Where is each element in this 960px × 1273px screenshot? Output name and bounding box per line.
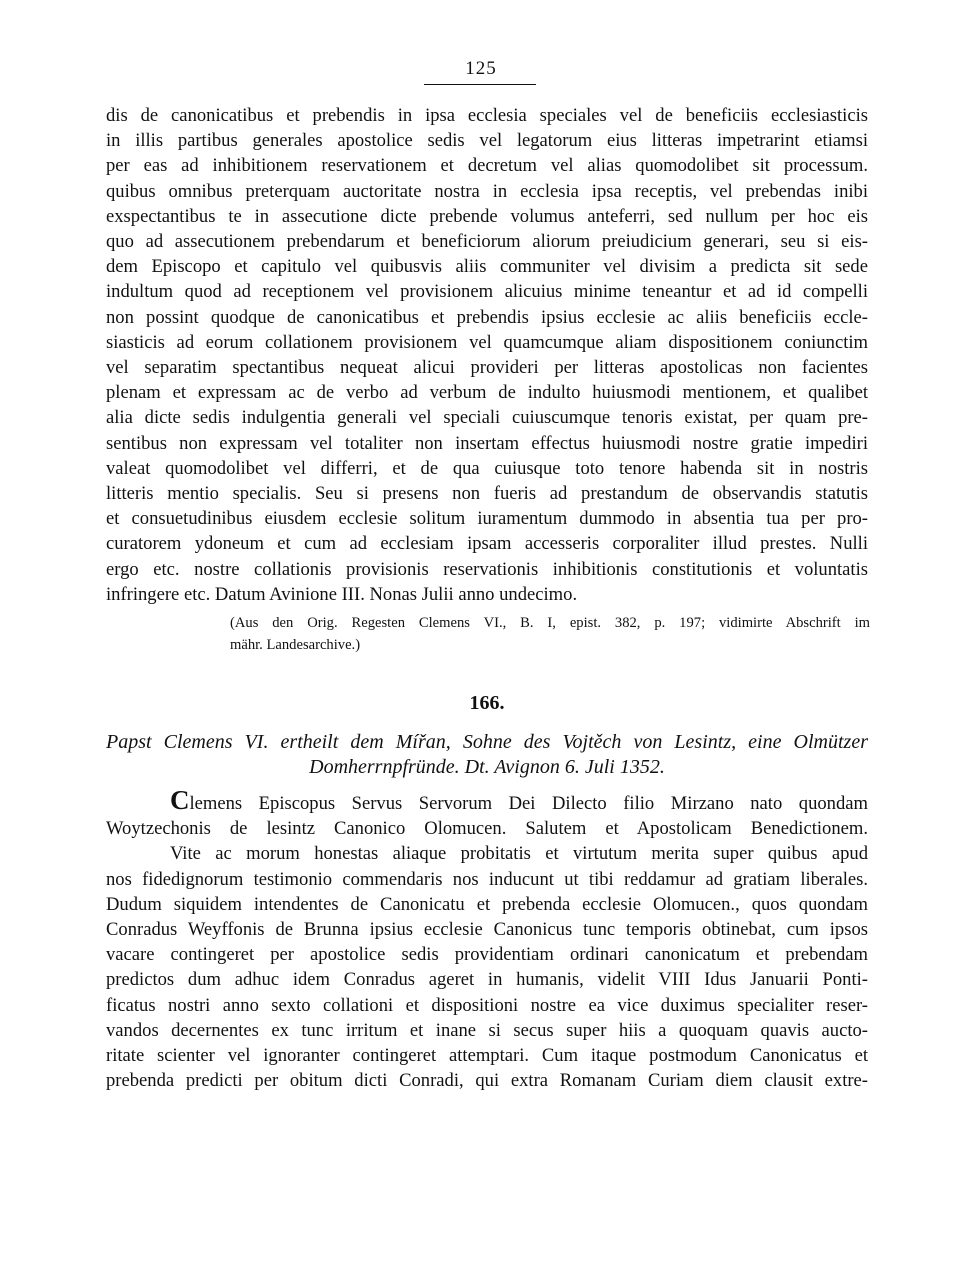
text-line: Vite ac morum honestas aliaque probitatis et virtutum merita super quibus apud bbox=[170, 843, 868, 865]
text-line: per eas ad inhibitionem reservationem et decretum vel alias quomodolibet sit processum. bbox=[106, 155, 868, 177]
text-line: infringere etc. Datum Avinione III. Nonas Julii anno undecimo. bbox=[106, 583, 578, 605]
text-line: vandos decernentes ex tunc irritum et inane si secus super hiis a quoquam quavis aucto- bbox=[106, 1019, 868, 1041]
charter-opening-line: Woytzechonis de lesintz Canonico Olomucen. Salutem et Apostolicam Benedictionem. bbox=[106, 818, 868, 840]
title-line: Domherrnpfründe. Dt. Avignon 6. Juli 1352. bbox=[309, 756, 665, 778]
text-line: et consuetudinibus eiusdem ecclesie solitum iuramentum dummodo in absentia tua per pro- bbox=[106, 508, 868, 530]
text-line: quo ad assecutionem prebendarum et beneficiorum aliorum preiudicium generari, seu si eis- bbox=[106, 231, 868, 253]
text-line: Dudum siquidem intendentes de Canonicatu et prebenda ecclesie Olomucen., quos quondam bbox=[106, 893, 868, 915]
drop-cap: C bbox=[170, 785, 190, 815]
page-number-rule bbox=[424, 84, 536, 85]
text-line: plenam et expressam ac de verbo ad verbum de indulto huiusmodi mentionem, et qualibet bbox=[106, 382, 868, 404]
text-line: alia dicte sedis indulgentia generali vel speciali cuiuscumque tenoris existat, per quam pre- bbox=[106, 407, 868, 429]
text-line: prebenda predicti per obitum dicti Conradi, qui extra Romanam Curiam diem clausit extre- bbox=[106, 1070, 868, 1092]
source-note bbox=[230, 612, 870, 656]
text-line: predictos dum adhuc idem Conradus ageret in humanis, videlit VIII Idus Januarii Ponti- bbox=[106, 969, 868, 991]
text-line: indultum quod ad receptionem vel provisionem alicuius minime teneantur et ad id compelli bbox=[106, 281, 868, 303]
text-line: exspectantibus te in assecutione dicte prebende volumus anteferri, sed nullum per hoc eis bbox=[106, 205, 868, 227]
text-line: nos fidedignorum testimonio commendaris nos inducunt ut tibi reddamur ad gratiam liberales. bbox=[106, 868, 868, 890]
text-line: ritate scienter vel ignoranter contingeret attemptari. Cum itaque postmodum Canonicatus et bbox=[106, 1045, 868, 1067]
text-line: in illis partibus generales apostolice sedis vel legatorum eius litteras impetrarint etiamsi bbox=[106, 130, 868, 152]
page-number: 125 bbox=[465, 58, 497, 79]
text-line: dem Episcopo et capitulo vel quibusvis aliis communiter vel divisim a predicta sit sede bbox=[106, 256, 868, 278]
continuation-text bbox=[106, 103, 868, 607]
text-line: vacare contingeret per apostolice sedis providentiam ordinari canonicatum et prebendam bbox=[106, 944, 868, 966]
text-line: siasticis ad eorum collationem provisionem vel quamcumque aliam dispositionem coniunctim bbox=[106, 331, 868, 353]
charter-text bbox=[106, 785, 868, 1093]
charter-opening-line bbox=[106, 785, 868, 816]
text-line: ficatus nostri anno sexto collationi et dispositioni nostre ea vice duximus specialiter reser- bbox=[106, 994, 868, 1016]
opening-text: lemens Episcopus Servus Servorum Dei Dilecto filio Mirzano nato quondam bbox=[189, 793, 868, 814]
text-line: vel separatim spectantibus nequeat alicui provideri per litteras apostolicas non facientes bbox=[106, 357, 868, 379]
document-number: 166. bbox=[469, 692, 505, 714]
text-line: valeat quomodolibet vel differri, et de qua cuiusque toto tenore habenda sit in nostris bbox=[106, 457, 868, 479]
text-line: litteris mentio specialis. Seu si presens non fueris ad prestandum de observandis statutis bbox=[106, 483, 868, 505]
text-line: curatorem ydoneum et cum ad ecclesiam ipsam accesseris corporaliter illud prestes. Nulli bbox=[106, 533, 868, 555]
source-note-line: (Aus den Orig. Regesten Clemens VI., B. I, epist. 382, p. 197; vidimirte Abschrift im bbox=[230, 615, 870, 631]
title-line: Papst Clemens VI. ertheilt dem Mířan, Sohne des Vojtěch von Lesintz, eine Olmützer bbox=[106, 731, 868, 753]
text-line: quibus omnibus preterquam auctoritate nostra in ecclesia ipsa receptis, vel prebendas inibi bbox=[106, 180, 868, 202]
document-title bbox=[106, 730, 868, 780]
text-line: Conradus Weyffonis de Brunna ipsius ecclesie Canonicus tunc temporis obtinebat, cum ipsos bbox=[106, 919, 868, 941]
text-line: ergo etc. nostre collationis provisionis reservationis inhibitionis constitutionis et voluntatis bbox=[106, 558, 868, 580]
text-line: dis de canonicatibus et prebendis in ipsa ecclesia speciales vel de beneficiis ecclesiasticis bbox=[106, 105, 868, 126]
text-line: sentibus non expressam vel totaliter non insertam effectus huiusmodi nostre gratie impediri bbox=[106, 432, 868, 454]
text-line: non possint quodque de canonicatibus et prebendis ipsius ecclesie ac aliis beneficiis eccle- bbox=[106, 306, 868, 328]
source-note-line: mähr. Landesarchive.) bbox=[230, 637, 361, 653]
